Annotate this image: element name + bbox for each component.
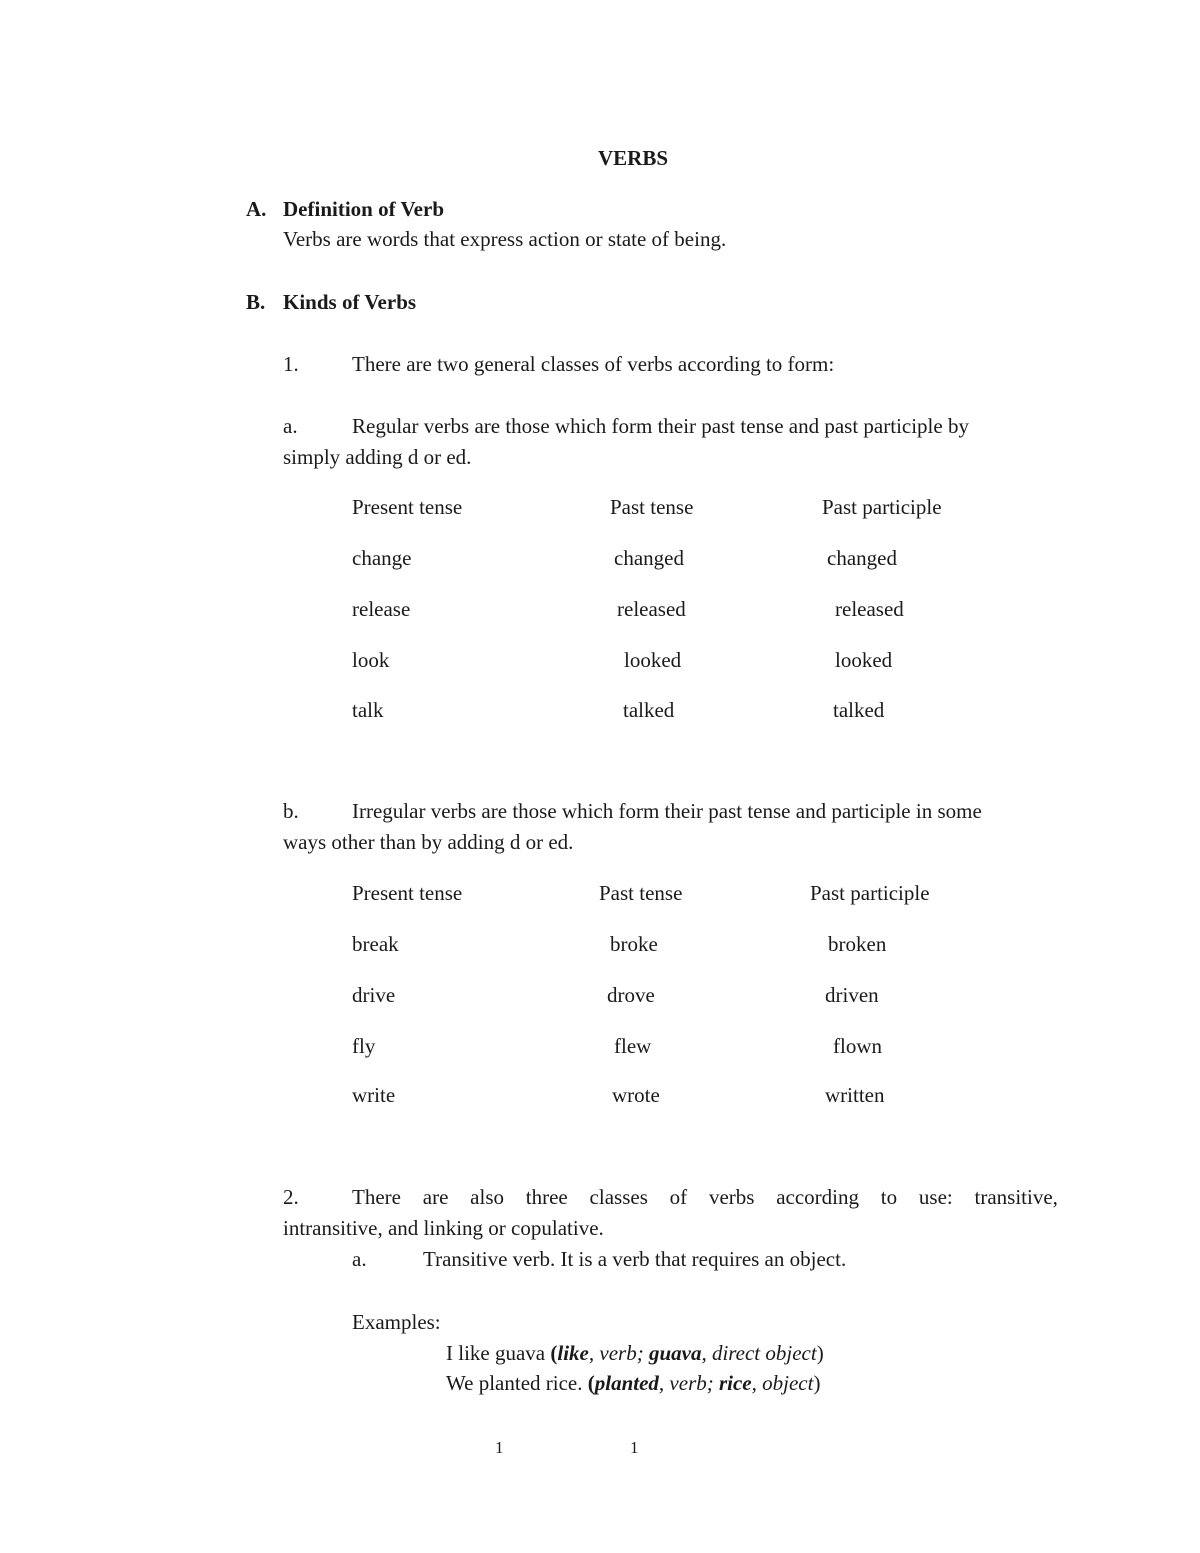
- table-cell: broken: [828, 932, 887, 956]
- table-cell: looked: [835, 648, 893, 672]
- paren-close: ): [813, 1371, 821, 1395]
- word: There: [352, 1185, 401, 1209]
- word: are: [422, 1185, 449, 1209]
- example-2: [446, 1373, 820, 1394]
- item-2-number: 2.: [283, 1185, 299, 1209]
- table-cell: released: [617, 597, 686, 621]
- word: according: [776, 1185, 860, 1209]
- table-cell: drive: [352, 983, 396, 1007]
- table-header: Present tense: [352, 495, 463, 519]
- paren-close: ): [816, 1341, 824, 1365]
- section-b-heading: Kinds of Verbs: [283, 290, 417, 314]
- table-cell: written: [825, 1083, 885, 1107]
- object-label: , object: [751, 1371, 814, 1395]
- table-cell: break: [352, 932, 399, 956]
- example-object: rice: [718, 1371, 752, 1395]
- table-cell: change: [352, 546, 412, 570]
- table-cell: broke: [610, 932, 658, 956]
- examples-label: Examples:: [352, 1310, 441, 1334]
- section-a-heading: Definition of Verb: [283, 197, 445, 221]
- word: classes: [589, 1185, 648, 1209]
- irregular-line-2: ways other than by adding d or ed.: [283, 830, 574, 854]
- word: to: [880, 1185, 898, 1209]
- table-cell: fly: [352, 1034, 376, 1058]
- example-verb: like: [557, 1341, 589, 1365]
- table-cell: look: [352, 648, 390, 672]
- example-object: guava: [648, 1341, 702, 1365]
- example-1: [446, 1343, 824, 1364]
- table-header: Past tense: [610, 495, 694, 519]
- page-number-right: 1: [630, 1438, 639, 1457]
- item-2-line-1: [352, 1187, 1058, 1208]
- word: of: [669, 1185, 688, 1209]
- table-cell: drove: [607, 983, 655, 1007]
- section-a-letter: A.: [246, 197, 267, 221]
- item-2-line-2: intransitive, and linking or copulative.: [283, 1216, 604, 1240]
- table-header: Past participle: [822, 495, 942, 519]
- table-cell: changed: [614, 546, 684, 570]
- table-cell: wrote: [612, 1083, 660, 1107]
- word: verbs: [708, 1185, 755, 1209]
- object-label: , direct object: [701, 1341, 817, 1365]
- table-cell: changed: [827, 546, 897, 570]
- item-1-text: There are two general classes of verbs according to form:: [352, 352, 835, 376]
- table-cell: released: [835, 597, 904, 621]
- verb-label: , verb;: [658, 1371, 719, 1395]
- table-cell: write: [352, 1083, 396, 1107]
- table-cell: driven: [825, 983, 879, 1007]
- paren-open: (: [587, 1371, 595, 1395]
- example-sentence: I like guava: [446, 1341, 551, 1365]
- irregular-letter: b.: [283, 799, 299, 823]
- table-header: Past participle: [810, 881, 930, 905]
- regular-line-1: Regular verbs are those which form their past tense and past participle by: [352, 414, 969, 438]
- table-cell: talk: [352, 698, 384, 722]
- example-verb: planted: [594, 1371, 659, 1395]
- page-title: VERBS: [598, 146, 669, 170]
- irregular-line-1: Irregular verbs are those which form their past tense and participle in some: [352, 799, 982, 823]
- table-header: Past tense: [599, 881, 683, 905]
- table-cell: talked: [833, 698, 885, 722]
- section-b-letter: B.: [246, 290, 266, 314]
- verb-label: , verb;: [588, 1341, 649, 1365]
- item-1-number: 1.: [283, 352, 299, 376]
- page-number-left: 1: [495, 1438, 504, 1457]
- regular-line-2: simply adding d or ed.: [283, 445, 472, 469]
- section-a-body: Verbs are words that express action or state of being.: [283, 227, 727, 251]
- transitive-text: Transitive verb. It is a verb that requires an object.: [423, 1247, 847, 1271]
- word: also: [470, 1185, 504, 1209]
- table-cell: looked: [624, 648, 682, 672]
- transitive-letter: a.: [352, 1247, 367, 1271]
- regular-letter: a.: [283, 414, 298, 438]
- table-cell: talked: [623, 698, 675, 722]
- word: three: [525, 1185, 568, 1209]
- table-cell: release: [352, 597, 411, 621]
- example-sentence: We planted rice.: [446, 1371, 588, 1395]
- table-cell: flew: [614, 1034, 652, 1058]
- word: transitive,: [974, 1185, 1058, 1209]
- paren-open: (: [550, 1341, 558, 1365]
- table-cell: flown: [833, 1034, 882, 1058]
- table-header: Present tense: [352, 881, 463, 905]
- word: use:: [918, 1185, 953, 1209]
